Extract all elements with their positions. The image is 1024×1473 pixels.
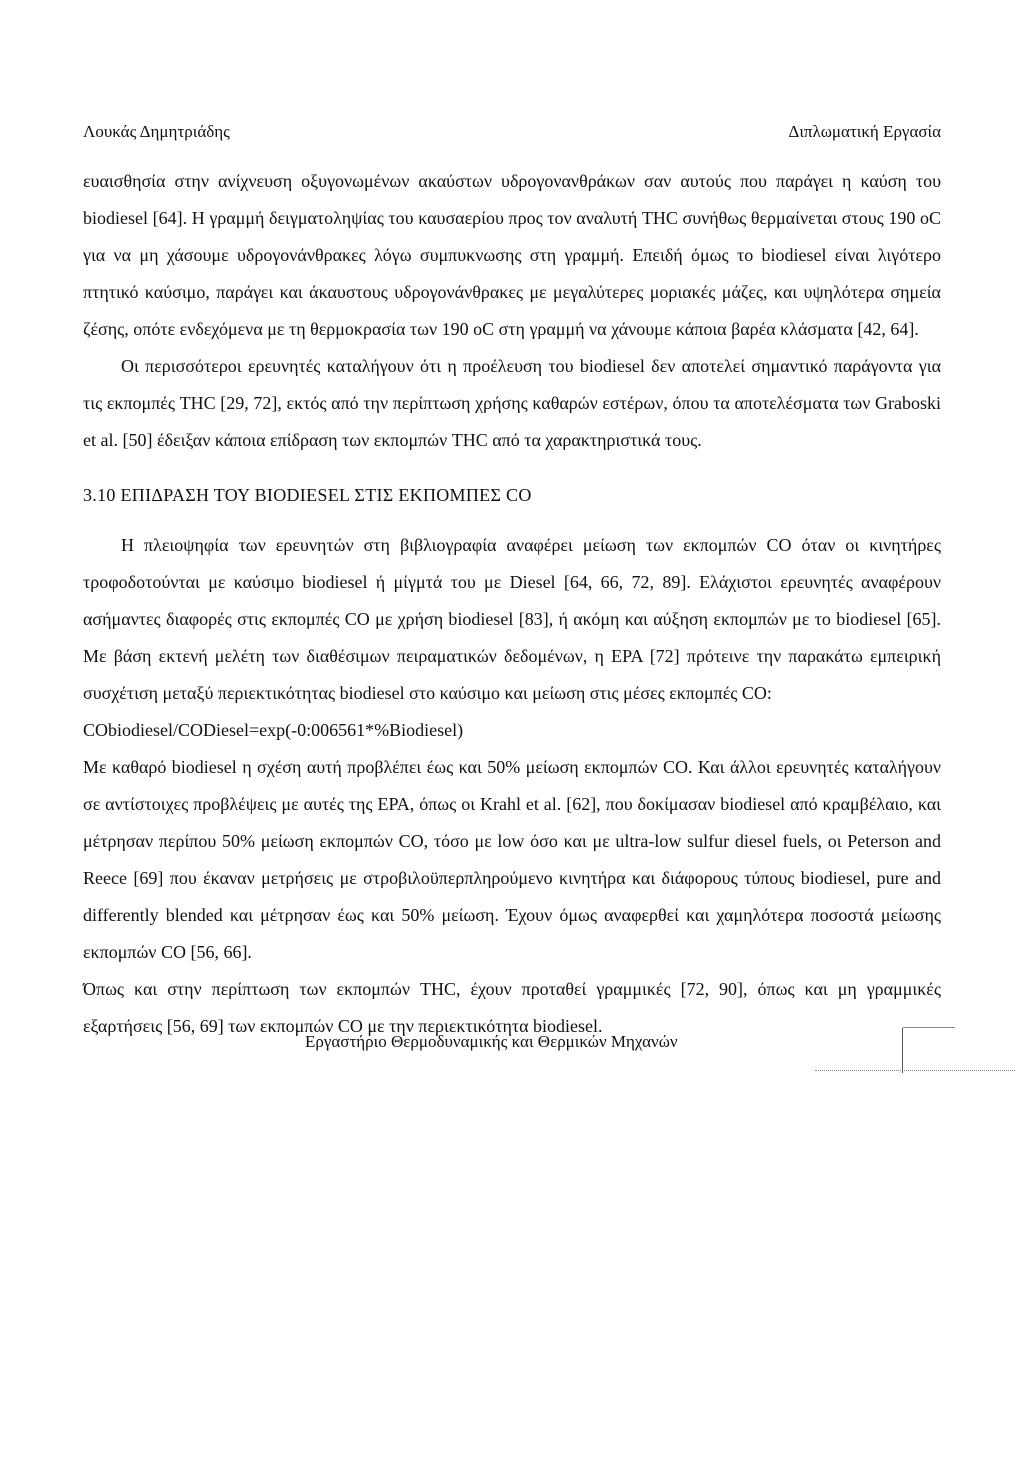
page-footer: Εργαστήριο Θερμοδυναμικής και Θερμικών Μηχανών	[305, 1032, 678, 1051]
header-author: Λουκάς Δημητριάδης	[83, 122, 230, 141]
paragraph-co-reduction: Η πλειοψηφία των ερευνητών στη βιβλιογραφία αναφέρει μείωση των εκπομπών CO όταν οι κινητήρες τροφοδοτούνται με καύσιμο biodiesel ή μίγμτά του με Diesel [64, 66, 72, 89]. Ελάχιστοι ερευνητές αναφέρουν ασήμαντες διαφορές στις εκπομπές CO με χρήση biodiesel [83], ή ακόμη και αύξηση εκπομπών με το biodiesel [65]. Με βάση εκτενή μελέτη των διαθέσιμων πειραματικών δεδομένων, η EPA [72] πρότεινε την παρακάτω εμπειρική συσχέτιση μεταξύ περιεκτικότητας biodiesel στο καύσιμο και μείωση στις μέσες εκπομπές CO:	[83, 535, 941, 703]
paragraph-continued: ευαισθησία στην ανίχνευση οξυγονωμένων ακαύστων υδρογονανθράκων σαν αυτούς που παράγει η καύση του biodiesel [64]. Η γραμμή δειγματοληψίας του καυσαερίου προς τον αναλυτή THC συνήθως θερμαίνεται στους 190 oC για να μη χάσουμε υδρογονάνθρακες λόγω συμπυκνωσης στη γραμμή. Επειδή όμως το biodiesel είναι λιγότερο πτητικό καύσιμο, παράγει και άκαυστους υδρογονάνθρακες με μεγαλύτερες μοριακές μάζες, και υψηλότερα σημεία ζέσης, οπότε ενδεχόμενα με τη θερμοκρασία των 190 oC στη γραμμή να χάνουμε κάποια βαρέα κλάσματα [42, 64].	[83, 171, 941, 339]
header-doc-type: Διπλωματική Εργασία	[788, 122, 941, 141]
footer-rule-vertical	[902, 1028, 903, 1073]
footer-rule-top	[903, 1027, 955, 1028]
paragraph-thc-origin: Οι περισσότεροι ερευνητές καταλήγουν ότι η προέλευση του biodiesel δεν αποτελεί σημαντικό παράγοντα για τις εκπομπές THC [29, 72], εκτός από την περίπτωση χρήσης καθαρών εστέρων, όπου τα αποτελέσματα των Graboski et al. [50] έδειξαν κάποια επίδραση των εκπομπών THC από τα χαρακτηριστικά τους.	[83, 356, 941, 450]
body-text	[83, 163, 941, 1045]
footer-rule-bottom	[815, 1070, 1015, 1072]
paragraph-linear-dependencies: Όπως και στην περίπτωση των εκπομπών THC, έχουν προταθεί γραμμικές [72, 90], όπως και μη γραμμικές εξαρτήσεις [56, 69] των εκπομπών CO με την περιεκτικότητα biodiesel.	[83, 979, 941, 1036]
paragraph-pure-biodiesel: Με καθαρό biodiesel η σχέση αυτή προβλέπει έως και 50% μείωση εκπομπών CO. Και άλλοι ερευνητές καταλήγουν σε αντίστοιχες προβλέψεις με αυτές της EPA, όπως οι Krahl et al. [62], που δοκίμασαν biodiesel από κραμβέλαιο, και μέτρησαν περίπου 50% μείωση εκπομπών CO, τόσο με low όσο και με ultra-low sulfur diesel fuels, οι Peterson and Reece [69] που έκαναν μετρήσεις με στροβιλοϋπερπληρούμενο κινητήρα και διάφορους τύπους biodiesel, pure and differently blended και μέτρησαν έως και 50% μείωση. Έχουν όμως αναφερθεί και χαμηλότερα ποσοστά μείωσης εκπομπών CO [56, 66].	[83, 757, 941, 962]
section-heading: 3.10 ΕΠΙΔΡΑΣΗ ΤΟΥ BIODIESEL ΣΤΙΣ ΕΚΠΟΜΠΕΣ CO	[83, 485, 532, 505]
formula: CObiodiesel/CODiesel=exp(-0:006561*%Biodiesel)	[83, 720, 464, 740]
